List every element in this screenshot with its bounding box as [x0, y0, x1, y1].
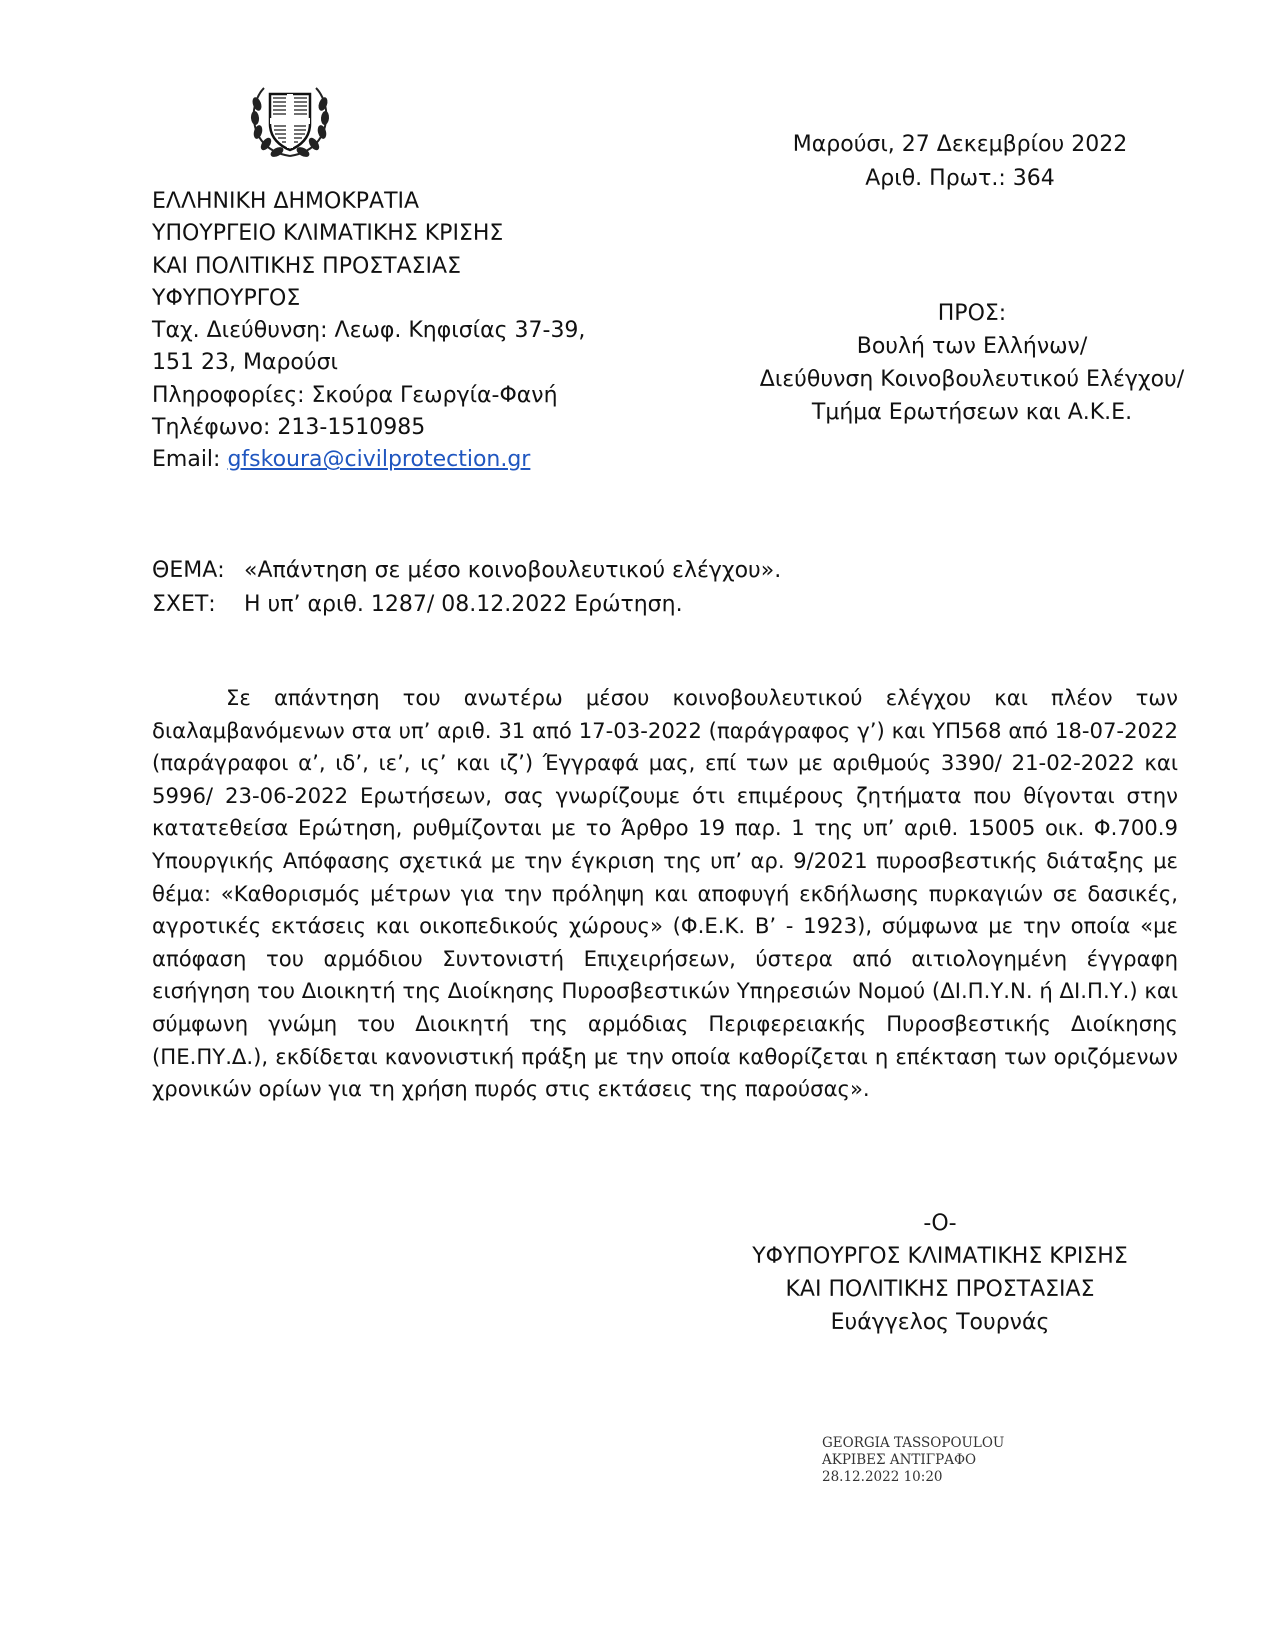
- sender-line-ministry: ΥΠΟΥΡΓΕΙΟ ΚΛΙΜΑΤΙΚΗΣ ΚΡΙΣΗΣ: [152, 221, 504, 247]
- sender-line-office: ΥΦΥΠΟΥΡΓΟΣ: [152, 285, 301, 311]
- reference-row: [152, 588, 781, 622]
- signature-block: [720, 1207, 1160, 1339]
- email-label: Email:: [152, 447, 228, 473]
- sender-line-ministry-cont: ΚΑΙ ΠΟΛΙΤΙΚΗΣ ΠΡΟΣΤΑΣΙΑΣ: [152, 253, 461, 279]
- sender-postcode: 151 23, Μαρούσι: [152, 350, 338, 376]
- stamp-name: GEORGIA TASSOPOULOU: [822, 1435, 1005, 1451]
- place-date: Μαρούσι, 27 Δεκεμβρίου 2022: [792, 132, 1128, 157]
- subject-row: [152, 554, 781, 588]
- subject-block: [152, 554, 781, 622]
- body-paragraph-block: [152, 682, 1178, 1106]
- signature-article: -Ο-: [923, 1211, 957, 1236]
- reference-text: Η υπ’ αριθ. 1287/ 08.12.2022 Ερώτηση.: [244, 592, 683, 617]
- signature-title: ΥΦΥΠΟΥΡΓΟΣ ΚΛΙΜΑΤΙΚΗΣ ΚΡΙΣΗΣ: [752, 1244, 1128, 1269]
- recipient-block: [752, 297, 1192, 429]
- signature-title-cont: ΚΑΙ ΠΟΛΙΤΙΚΗΣ ΠΡΟΣΤΑΣΙΑΣ: [785, 1277, 1095, 1302]
- sender-block: [152, 186, 585, 477]
- stamp-datetime: 28.12.2022 10:20: [822, 1469, 943, 1485]
- subject-text: «Απάντηση σε μέσο κοινοβουλευτικού ελέγχου».: [244, 558, 782, 583]
- email-link[interactable]: gfskoura@civilprotection.gr: [227, 447, 531, 473]
- recipient-label: ΠΡΟΣ:: [937, 301, 1007, 326]
- reference-label: ΣΧΕΤ:: [152, 592, 216, 617]
- recipient-line-1: Βουλή των Ελλήνων/: [856, 334, 1088, 359]
- stamp-label: ΑΚΡΙΒΕΣ ΑΝΤΙΓΡΑΦΟ: [822, 1452, 977, 1468]
- coat-of-arms-icon: [244, 82, 336, 162]
- sender-email-row: [152, 444, 585, 476]
- signatory-name: Ευάγγελος Τουρνάς: [830, 1310, 1050, 1335]
- recipient-line-3: Τμήμα Ερωτήσεων και Α.Κ.Ε.: [811, 400, 1133, 425]
- sender-info: Πληροφορίες: Σκούρα Γεωργία-Φανή: [152, 382, 558, 408]
- sender-address: Ταχ. Διεύθυνση: Λεωφ. Κηφισίας 37-39,: [152, 318, 586, 344]
- protocol-number: Αριθ. Πρωτ.: 364: [865, 166, 1055, 191]
- date-block: [790, 128, 1130, 196]
- certification-stamp: [822, 1435, 1004, 1486]
- recipient-line-2: Διεύθυνση Κοινοβουλευτικού Ελέγχου/: [759, 367, 1185, 392]
- sender-line-republic: ΕΛΛΗΝΙΚΗ ΔΗΜΟΚΡΑΤΙΑ: [152, 189, 420, 214]
- sender-phone: Τηλέφωνο: 213-1510985: [152, 415, 426, 441]
- body-paragraph: Σε απάντηση του ανωτέρω μέσου κοινοβουλευτικού ελέγχου και πλέον των διαλαμβανόμενων στα υπ’ αριθ. 31 από 17-03-2022 (παράγραφος γ’) και ΥΠ568 από 18-07-2022 (παράγραφοι α’, ιδ’, ιε’, ις’ και ιζ’) Έγγραφά μας, επί των με αριθμούς 3390/ 21-02-2022 και 5996/ 23-06-2022 Ερωτήσεων, σας γνωρίζουμε ότι επιμέρους ζητήματα που θίγονται στην κατατεθείσα Ερώτηση, ρυθμίζονται με το Άρθρο 19 παρ. 1 της υπ’ αριθ. 15005 οικ. Φ.700.9 Υπουργικής Απόφασης σχετικά με την έγκριση της υπ’ αρ. 9/2021 πυροσβεστικής διάταξης με θέμα: «Καθορισμός μέτρων για την πρόληψη και αποφυγή εκδήλωσης πυρκαγιών σε δασικές, αγροτικές εκτάσεις και οικοπεδικούς χώρους» (Φ.Ε.Κ. Β’ - 1923), σύμφωνα με την οποία «με απόφαση του αρμόδιου Συντονιστή Επιχειρήσεων, ύστερα από αιτιολογημένη έγγραφη εισήγηση του Διοικητή της Διοίκησης Πυροσβεστικών Υπηρεσιών Νομού (ΔΙ.Π.Υ.Ν. ή ΔΙ.Π.Υ.) και σύμφωνη γνώμη του Διοικητή της αρμόδιας Περιφερειακής Πυροσβεστικής Διοίκησης (ΠΕ.ΠΥ.Δ.), εκδίδεται κανονιστική πράξη με την οποία καθορίζεται η επέκταση των οριζόμενων χρονικών ορίων για τη χρήση πυρός στις εκτάσεις της παρούσας».: [152, 685, 1178, 1102]
- subject-label: ΘΕΜΑ:: [152, 558, 225, 583]
